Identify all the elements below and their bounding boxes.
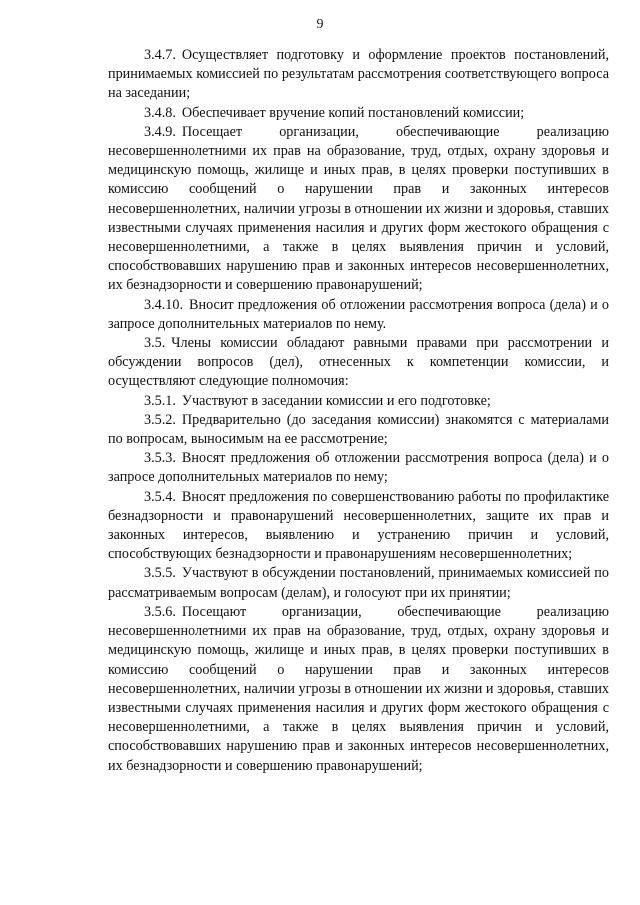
- paragraph-3-5-3: [108, 449, 609, 487]
- paragraph-text: Участвуют в обсуждении постановлений, принимаемых комиссией по рассматриваемым вопросам (делам), и голосуют при их принятии;: [108, 565, 609, 601]
- paragraph-text: Участвуют в заседании комиссии и его подготовке;: [181, 392, 491, 409]
- paragraph-3-5: [108, 334, 609, 392]
- paragraph-text: Обеспечивает вручение копий постановлений комиссии;: [181, 104, 525, 121]
- paragraph-number: 3.4.9.: [144, 123, 176, 140]
- paragraph-text: Предварительно (до заседания комиссии) знакомятся с материалами по вопросам, выносимым на ее рассмотрение;: [108, 411, 609, 448]
- paragraph-number: 3.5.5.: [144, 565, 176, 582]
- paragraph-number: 3.4.10.: [144, 296, 184, 313]
- document-body: [108, 46, 609, 776]
- page-number: 9: [316, 17, 324, 32]
- paragraph-number: 3.5.3.: [144, 450, 176, 467]
- paragraph-3-5-4: [108, 488, 609, 565]
- paragraph-number: 3.4.8.: [144, 104, 176, 121]
- paragraph-text: Посещает организации, обеспечивающие реализацию несовершеннолетними их прав на образование, труд, отдых, охрану здоровья и медицинскую помощь, жилище и иных прав, в целях проверки поступивших в комиссию сообщений о нарушении прав и законных интересов несовершеннолетних, наличии угрозы в отношении их жизни и здоровья, ставших известными случаях применения насилия и других форм жестокого обращения с несовершеннолетними, а также в целях выявления причин и условий, способствовавших нарушению прав и законных интересов несовершеннолетних, их безнадзорности и совершению правонарушений;: [108, 123, 609, 294]
- paragraph-text: Вносят предложения по совершенствованию работы по профилактике безнадзорности и правонарушений несовершеннолетних, защите их прав и законных интересов, выявлению и устранению причин и условий, способствующих безнадзорности и правонарушениям несовершеннолетних;: [108, 488, 609, 563]
- paragraph-3-4-10: [108, 296, 609, 334]
- paragraph-number: 3.5.6.: [144, 603, 176, 620]
- paragraph-3-5-2: [108, 411, 609, 449]
- paragraph-3-5-6: [108, 603, 609, 776]
- paragraph-3-5-5: [108, 564, 609, 602]
- paragraph-text: Вносит предложения об отложении рассмотрения вопроса (дела) и о запросе дополнительных материалов по нему.: [108, 296, 609, 332]
- paragraph-3-4-7: [108, 46, 609, 104]
- paragraph-3-5-1: [108, 392, 609, 411]
- paragraph-text: Вносят предложения об отложении рассмотрения вопроса (дела) и о запросе дополнительных материалов по нему;: [108, 450, 609, 486]
- paragraph-number: 3.5.4.: [144, 488, 176, 505]
- paragraph-number: 3.4.7.: [144, 47, 176, 63]
- paragraph-3-4-9: [108, 123, 609, 296]
- paragraph-text: Осуществляет подготовку и оформление проектов постановлений, принимаемых комиссией по результатам рассмотрения соответствующего вопроса на заседании;: [108, 47, 609, 102]
- paragraph-number: 3.5.2.: [144, 411, 176, 428]
- paragraph-number: 3.5.: [144, 335, 166, 352]
- paragraph-text: Члены комиссии обладают равными правами при рассмотрении и обсуждении вопросов (дел), отнесенных к компетенции комиссии, и осуществляют следующие полномочия:: [108, 335, 609, 390]
- paragraph-3-4-8: [108, 104, 609, 123]
- paragraph-text: Посещают организации, обеспечивающие реализацию несовершеннолетними их прав на образование, труд, отдых, охрану здоровья и медицинскую помощь, жилище и иных прав, в целях проверки поступивших в комиссию сообщений о нарушении прав и законных интересов несовершеннолетних, наличии угрозы в отношении их жизни и здоровья, ставших известными случаях применения насилия и других форм жестокого обращения с несовершеннолетними, а также в целях выявления причин и условий, способствовавших нарушению прав и законных интересов несовершеннолетних, их безнадзорности и совершению правонарушений;: [108, 603, 609, 774]
- paragraph-number: 3.5.1.: [144, 392, 176, 409]
